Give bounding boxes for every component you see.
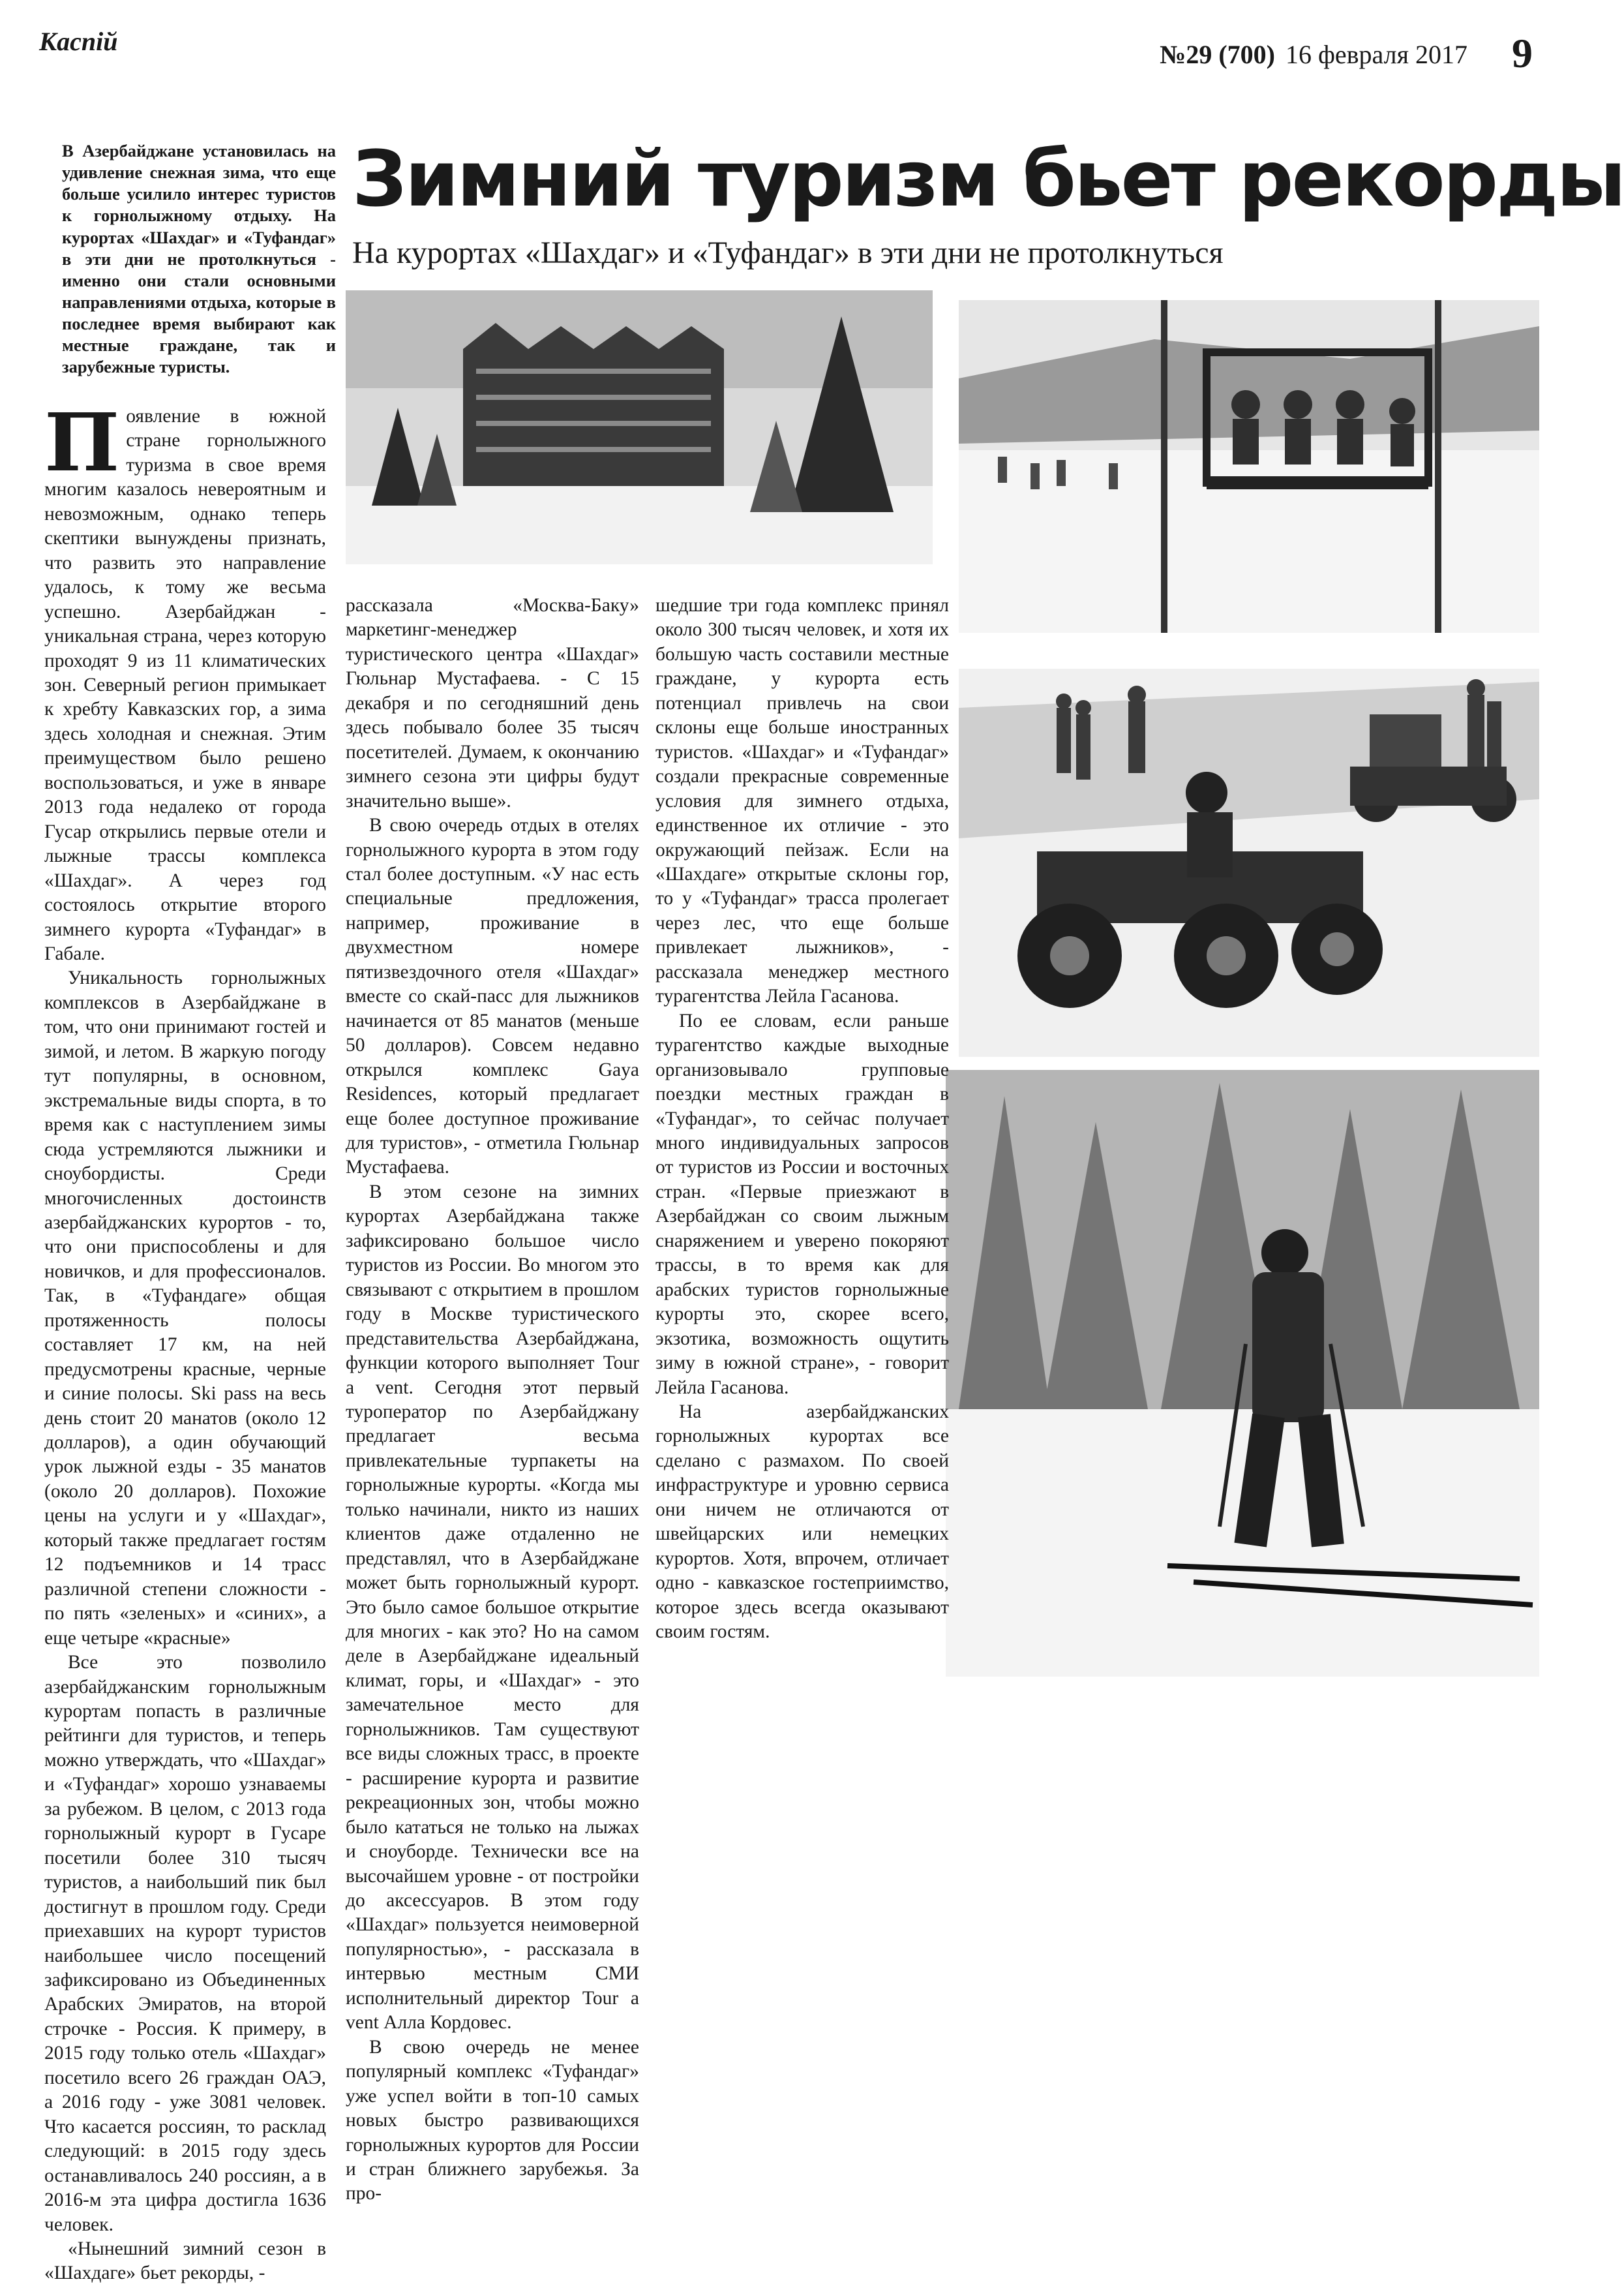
subhead: На курортах «Шахдаг» и «Туфандаг» в эти дни не протолкнуться (352, 236, 1224, 270)
col1-paragraph-2: Уникальность горнолыжных комплексов в Азербайджане в том, что они принимают гостей и зимой, и летом. В жаркую погоду тут популярны, в основном, экстремальные виды спорта, в то время как с наступлением зимы сюда устремляются лыжники и сноубордисты. Среди многочисленных достоинств азербайджанских курортов - то, что они приспособлены и для новичков, и для профессионалов. Так, в «Туфандаге» общая протяженность полосы составляет 17 км, на ней предусмотрены красные, черные и синие полосы. Ski pass на весь день стоит 20 манатов (около 12 долларов), а один обучающий урок лыжной езды - 35 манатов (около 20 долларов). Похожие цены на услуги и у «Шахдаг», который также предлагает гостям 12 подъемников и 14 трасс различной степени сложности - по пять «зеленых» и «синих», а еще четыре «красные» (44, 968, 326, 1649)
masthead: Каспiй (39, 27, 118, 56)
article-column-3 (655, 594, 949, 2264)
col3-paragraph-2: По ее словам, если раньше турагентство каждые выходные организовывало групповые поездки местных граждан в «Туфандаг», то сейчас получает много индивидуальных запросов от туристов из России и восточных стран. «Первые приезжают в Азербайджан со своим лыжным снаряжением и уверено покоряют трассы, в то время как для арабских туристов горнолыжные курорты это, скорее всего, экзотика, возможность ощутить зиму в южной стране», - говорит Лейла Гасанова. (655, 1010, 949, 1398)
headline: Зимний туризм бьет рекорды (352, 134, 1624, 224)
col3-paragraph-1: шедшие три года комплекс принял около 300 тысяч человек, и хотя их большую часть составили местные граждане, у курорта есть потенциал привлечь на свои склоны еще больше иностранных туристов. «Шахдаг» и «Туфандаг» создали прекрасные современные условия для зимнего отдыха, единственное их отличие - это окружающий пейзаж. Если на «Шахдаге» открытые склоны гор, то у «Туфандаг» трасса пролегает через лес, что еще больше привлекает лыжников», - рассказала менеджер местного турагентства Лейла Гасанова. (655, 595, 949, 1007)
col2-paragraph-4: В свою очередь не менее популярный комплекс «Туфандаг» уже успел войти в топ-10 самых новых быстро развивающихся горнолыжных курортов для России и стран ближнего зарубежья. За про- (346, 2036, 639, 2204)
skier-image (946, 1070, 1539, 1677)
col2-paragraph-3: В этом сезоне на зимних курортах Азербайджана также зафиксировано большое число туристов из России. Во многом это связывают с открытием в прошлом году в Москве туристического представительства Азербайджана, функции которого выполняет Tour a vent. Сегодня этот первый туроператор по Азербайджану предлагает весьма привлекательные турпакеты на горнолыжные курорты. «Когда мы только начинали, никто из наших клиентов даже отдаленно не представлял, что в Азербайджане может быть горнолыжный курорт. Это было самое большое открытие для многих - как это? Но на самом деле в Азербайджане идеальный климат, горы, и «Шахдаг» - это замечательное место для горнолыжников. Там существуют все виды сложных трасс, в проекте - расширение курорта и развитие рекреационных зон, чтобы можно было кататься не только на лыжах и сноуборде. Технически все на высочайшем уровне - от постройки до аксессуаров. В этом году «Шахдаг» пользуется неимоверной популярностью», - рассказала в интервью местным СМИ исполнительный директор Tour a vent Алла Кордовес. (346, 1181, 639, 2034)
drop-cap: П (44, 395, 120, 489)
issue-date: 16 февраля 2017 (1285, 40, 1467, 69)
col1-paragraph-3: Все это позволило азербайджанским горнолыжным курортам попасть в различные рейтинги для туристов, и теперь можно утверждать, что «Шахдаг» и «Туфандаг» хорошо узнаваемы за рубежом. В целом, с 2013 года горнолыжный курорт в Гусаре посетили более 310 тысяч туристов, а наибольший пик был достигнут в прошлом году. Среди приехавших на курорт туристов наибольшее число посещений зафиксировано из Объединенных Арабских Эмиратов, на второй строчке - Россия. К примеру, в 2015 году только отель «Шахдаг» посетило всего 26 граждан ОАЭ, а 2016 году - уже 3081 человек. Что касается россиян, то расклад следующий: в 2015 году здесь останавливалось 240 россиян, а в 2016-м эта цифра достигла 1636 человек. (44, 1652, 326, 2235)
col2-paragraph-1: рассказала «Москва-Баку» маркетинг-менеджер туристического центра «Шахдаг» Гюльнар Мустафаева. - С 15 декабря и по сегодняшний день здесь побывало более 35 тысяч посетителей. Думаем, к окончанию зимнего сезона эти цифры будут значительно выше». (346, 595, 639, 812)
hotel-photo (346, 290, 933, 564)
page-number: 9 (1512, 30, 1533, 76)
hotel-image (346, 290, 933, 564)
col1-paragraph-1-text: оявление в южной стране горнолыжного туризма в свое время многим казалось невероятным и невозможным, однако теперь скептики вынуждены признать, что развить это направление удалось, к тому же весьма успешно. Азербайджан - уникальная страна, через которую проходят 9 из 11 климатических зон. Северный регион примыкает к хребту Кавказских гор, а зима здесь холодная и снежная. Этим преимуществом было решено воспользоваться, и уже в январе 2013 года недалеко от города Гусар открылись первые отели и лыжные трассы комплекса «Шахдаг». А через год состоялось открытие второго зимнего курорта «Туфандаг» в Габале. (44, 406, 326, 964)
atv-image (959, 669, 1539, 1057)
atv-photo (959, 669, 1539, 1057)
article-column-1 (44, 395, 326, 2284)
article-column-2 (346, 594, 639, 2264)
article-lead: В Азербайджане установилась на удивление снежная зима, что еще больше усилило интерес туристов к горнолыжному отдыху. На курортах «Шахдаг» и «Туфандаг» в эти дни не протолкнуться - именно они стали основными направлениями отдыха, которые в последнее время выбирают как местные граждане, так и зарубежные туристы. (62, 141, 336, 377)
chairlift-image (959, 300, 1539, 633)
col2-paragraph-2: В свою очередь отдых в отелях горнолыжного курорта в этом году стал более доступным. «У нас есть специальные предложения, например, проживание в двухместном номере пятизвездочного отеля «Шахдаг» вместе со скай-пасс для лыжников начинается от 85 манатов (меньше 50 долларов). Совсем недавно открылся комплекс Gaya Residences, который предлагает еще более доступное проживание для туристов», - отметила Гюльнар Мустафаева. (346, 815, 639, 1178)
skier-photo (946, 1070, 1539, 1677)
issue-number: №29 (700) (1160, 40, 1275, 69)
col1-paragraph-1 (44, 395, 326, 966)
issue-info (1160, 39, 1467, 70)
chairlift-photo (959, 300, 1539, 633)
col1-paragraph-4: «Нынешний зимний сезон в «Шахдаге» бьет рекорды, - (44, 2238, 326, 2284)
col3-paragraph-3: На азербайджанских горнолыжных курортах все сделано с размахом. По своей инфраструктуре и уровню сервиса они ничем не отличаются от швейцарских или немецких курортов. Хотя, впрочем, отличает одно - кавказское гостеприимство, которое здесь всегда оказывают своим гостям. (655, 1401, 949, 1643)
